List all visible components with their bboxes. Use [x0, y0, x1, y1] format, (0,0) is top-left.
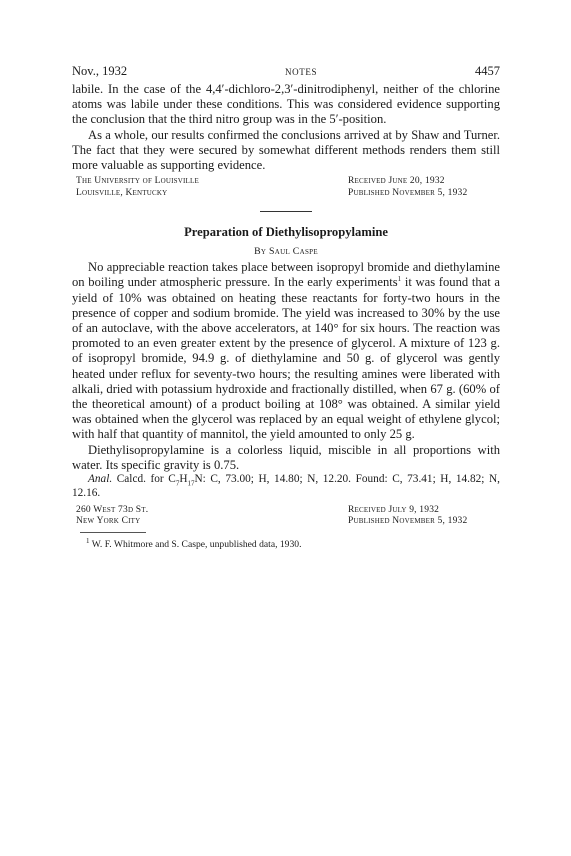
running-header [72, 64, 500, 82]
institution-address [72, 176, 199, 199]
text-run: it was found that a yield of 10% was obtained on heating these reactants for forty-two hours in the presence of copper and sodium bromide. The yield was increased to 30% by the use of an autoclave, with the above accelerators, at 140° for six hours. The reaction was promoted to an even greater extent by the presence of glycerol. A mixture of 123 g. of isopropyl bromide, 94.9 g. of diethylamine and 50 g. of glycerol was gently heated under reflux for seventy-two hours; the resulting amines were liberated with alkali, dried with potassium hydroxide and fractionally distilled, when 67 g. (60% of the theoretical amount) of a product boiling at 108° was obtained. A similar yield was obtained when the glycerol was replaced by an equal weight of ethylene glycol; with half that quantity of mannitol, the yield amounted to only 25 g. [72, 275, 500, 442]
address-line: Louisville, Kentucky [76, 187, 168, 198]
text-run: Calcd. for C [112, 473, 176, 486]
article-address [72, 505, 500, 528]
footnote [72, 536, 500, 551]
paragraph [72, 260, 500, 442]
paragraph: labile. In the case of the 4,4′-dichloro-2,3′-dinitrodiphenyl, neither of the chlorine atoms was labile under these conditions. This was considered evidence supporting the conclusion that the third nitro group was in the 5′-position. [72, 82, 500, 127]
article-title: Preparation of Diethylisopropylamine [184, 225, 388, 240]
previous-note-text [72, 82, 500, 173]
analysis-label: Anal. [88, 473, 113, 486]
received-published-dates [348, 505, 500, 528]
received-published-dates [348, 176, 500, 199]
section-name: NOTES [285, 67, 318, 77]
footnote-mark: 1 [86, 536, 90, 545]
journal-page [72, 64, 500, 551]
received-date: Received July 9, 1932 [348, 504, 440, 515]
previous-note-address [72, 176, 500, 199]
footnote-text: W. F. Whitmore and S. Caspe, unpublished data, 1930. [89, 538, 302, 550]
address-line: 260 West 73d St. [76, 504, 149, 515]
subscript: 7 [175, 479, 180, 488]
address-line: New York City [76, 516, 141, 527]
section-divider [260, 211, 312, 212]
issue-date: Nov., 1932 [72, 64, 128, 78]
text-run: N: C, 73.00; H, 14.80; N, 12.20. Found: C, 73.41; H, 14.82; N, 12.16. [72, 473, 500, 499]
address-line: The University of Louisville [76, 176, 199, 187]
subscript: 17 [187, 479, 195, 488]
article-byline: By Saul Caspe [254, 246, 318, 258]
paragraph: As a whole, our results confirmed the conclusions arrived at by Shaw and Turner. The fact that they were secured by somewhat different methods renders them still more valuable as supporting evidence. [72, 127, 500, 173]
received-date: Received June 20, 1932 [348, 176, 445, 187]
article-body [72, 260, 500, 473]
page-number: 4457 [475, 64, 500, 78]
text-run: No appreciable reaction takes place between isopropyl bromide and diethylamine on boiling under atmospheric pressure. In the early experiments [72, 260, 500, 290]
published-date: Published November 5, 1932 [348, 516, 468, 527]
author-address [72, 505, 148, 528]
elemental-analysis [72, 473, 500, 501]
footnote-rule [80, 532, 146, 533]
footnote-ref: 1 [397, 275, 402, 284]
published-date: Published November 5, 1932 [348, 187, 468, 198]
paragraph: Diethylisopropylamine is a colorless liquid, miscible in all proportions with water. Its specific gravity is 0.75. [72, 442, 500, 472]
text-run: H [179, 473, 188, 486]
